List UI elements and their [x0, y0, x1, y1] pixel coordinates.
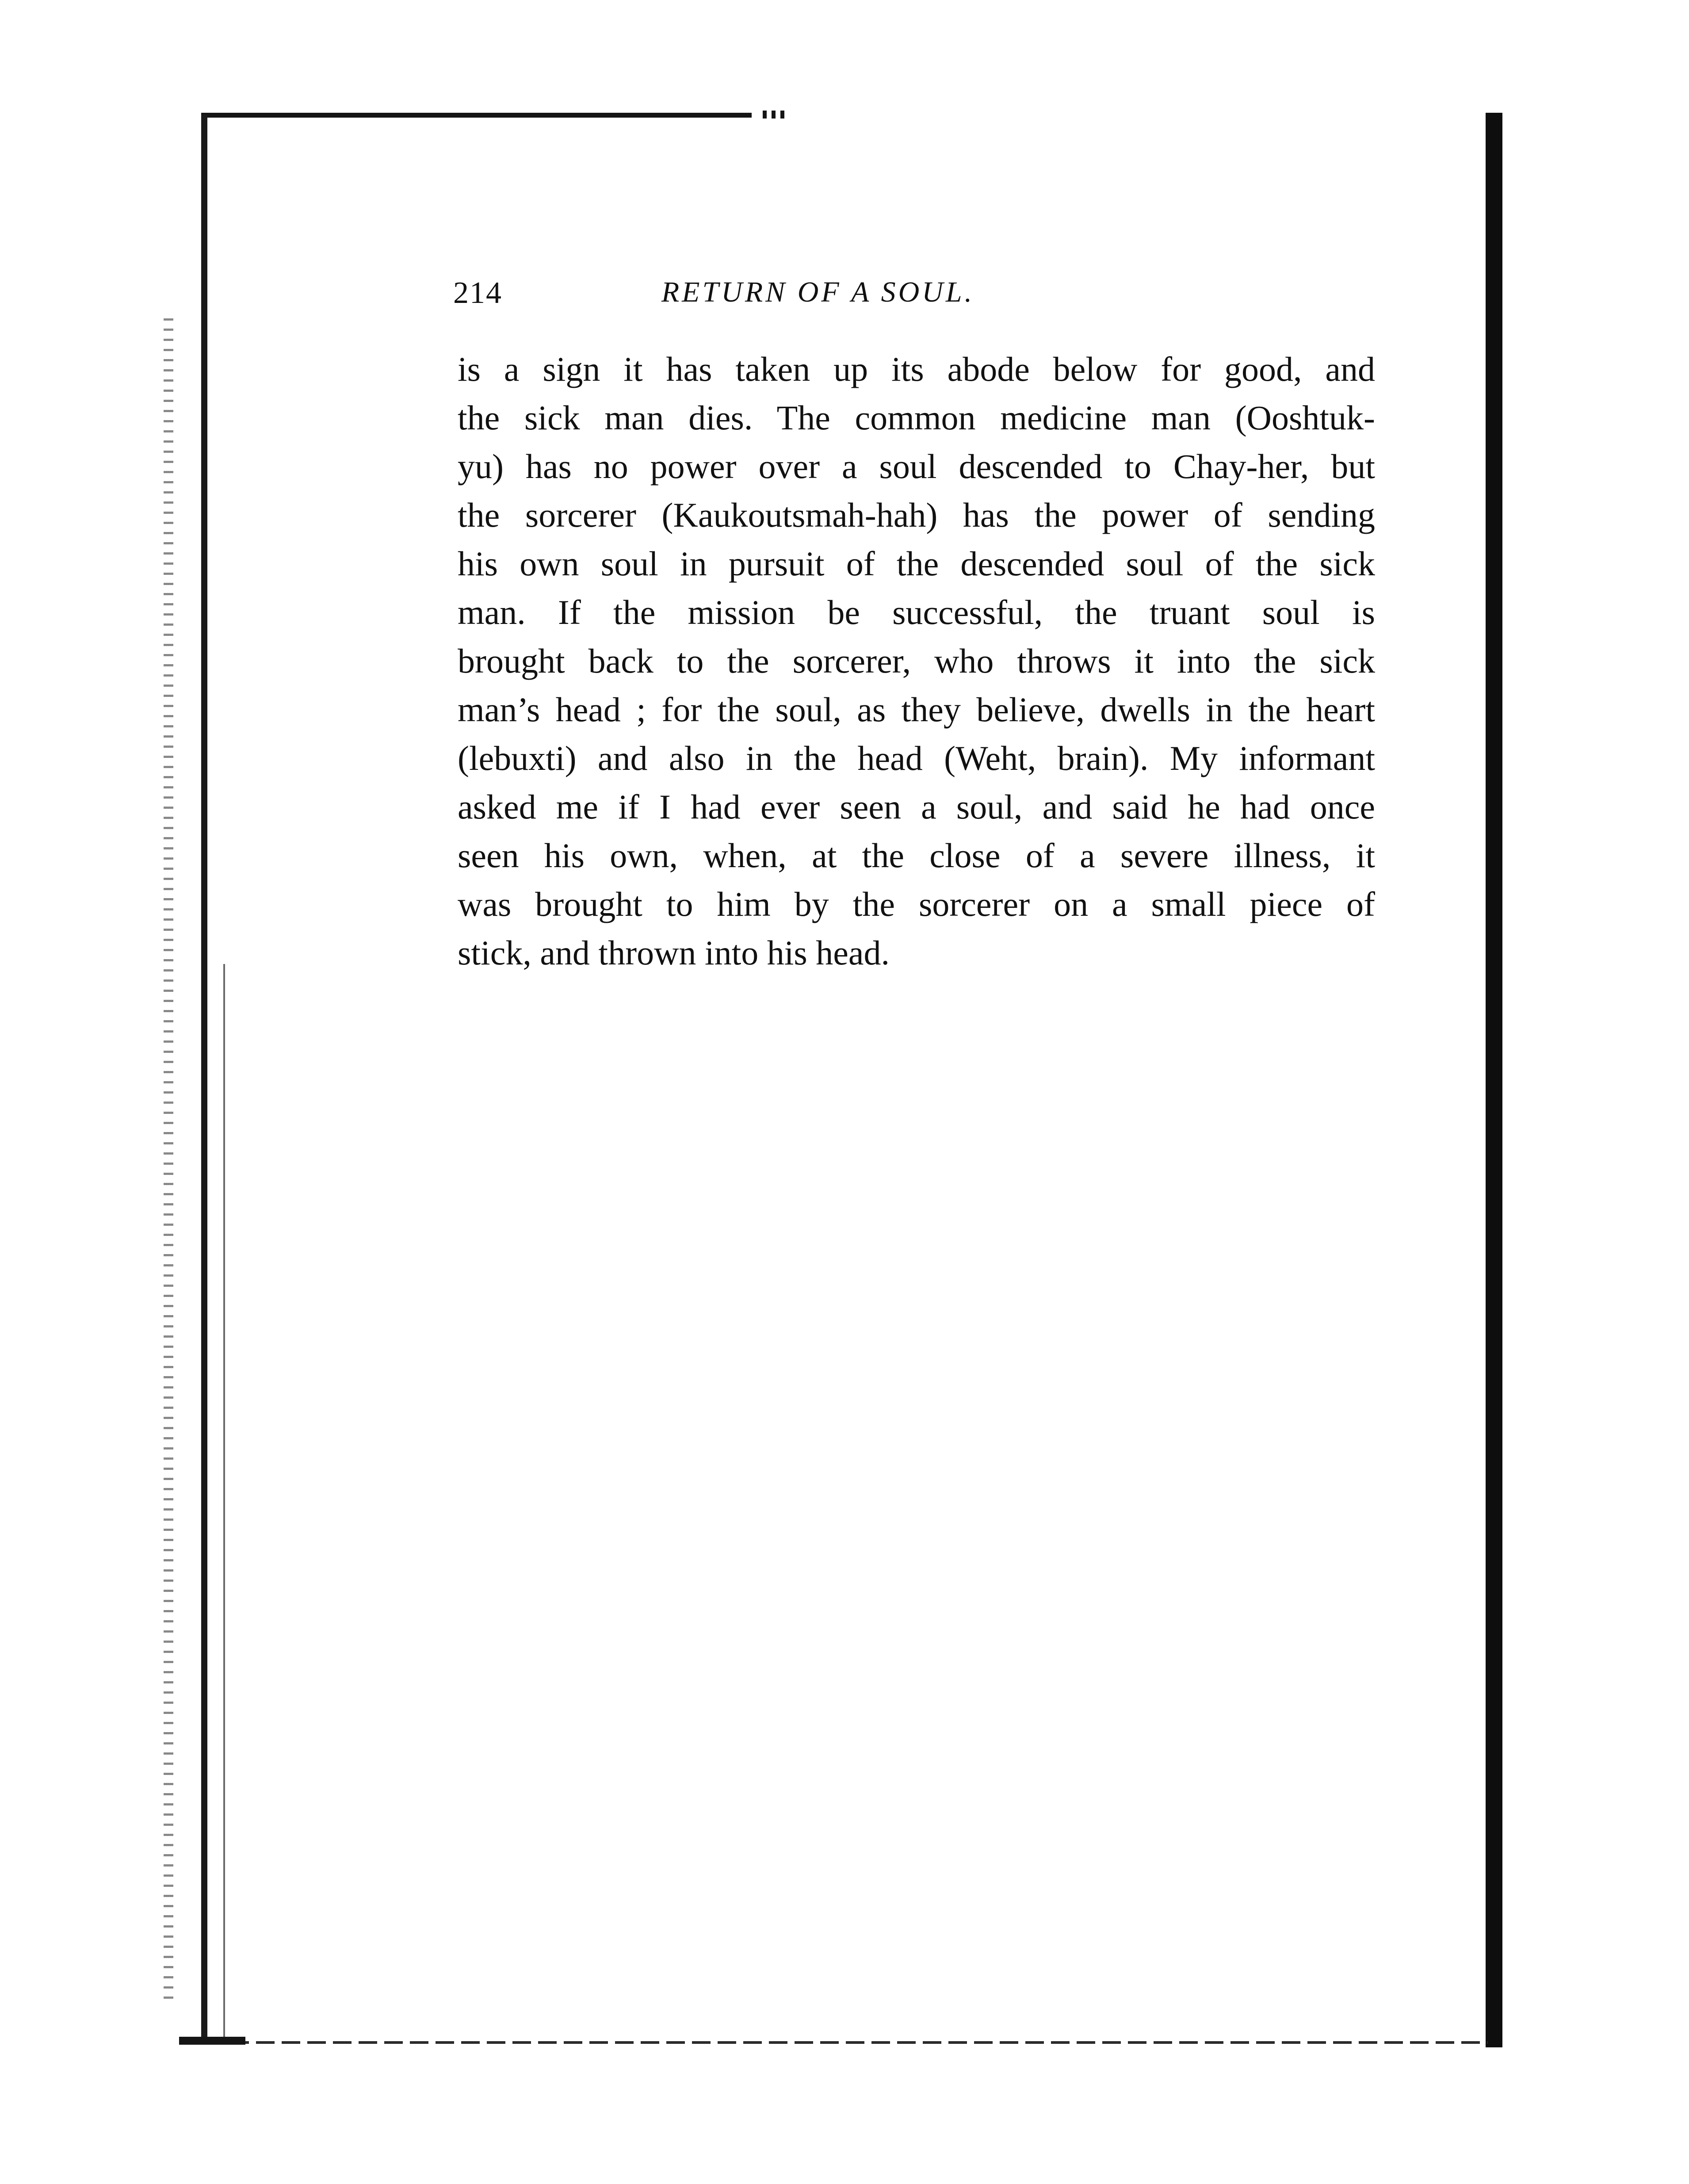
text-line: is a sign it has taken up its abode below for good, and [458, 350, 1375, 388]
text-line: man’s head ; for the soul, as they believe, dwells in the heart [458, 690, 1375, 729]
page-edge-bottom [179, 2041, 1488, 2044]
page-edge-left-inner [223, 964, 225, 2039]
page-number: 214 [453, 276, 502, 310]
page-edge-speckle [164, 318, 173, 1999]
text-line: asked me if I had ever seen a soul, and said he had once [458, 788, 1375, 826]
page-edge-right [1486, 113, 1502, 2047]
text-line: seen his own, when, at the close of a severe illness, it [458, 836, 1375, 875]
text-line: yu) has no power over a soul descended to Chay-her, but [458, 447, 1375, 486]
text-line: his own soul in pursuit of the descended soul of the sick [458, 544, 1375, 583]
text-line: the sick man dies. The common medicine man (Ooshtuk- [458, 398, 1375, 437]
body-paragraph [458, 345, 1375, 977]
text-line: the sorcerer (Kaukoutsmah-hah) has the power of sending [458, 496, 1375, 534]
text-line: (lebuxti) and also in the head (Weht, brain). My informant [458, 739, 1375, 777]
running-title: RETURN OF A SOUL. [661, 276, 975, 308]
text-line: brought back to the sorcerer, who throws it into the sick [458, 642, 1375, 680]
page-edge-mark [763, 111, 767, 119]
page-edge-corner [179, 2037, 245, 2045]
page-edge-left [201, 115, 207, 2043]
page-edge-mark [780, 111, 784, 119]
text-line: stick, and thrown into his head. [458, 933, 890, 972]
page-edge-mark [772, 111, 776, 119]
text-line: man. If the mission be successful, the truant soul is [458, 593, 1375, 631]
page-edge-top [201, 113, 752, 118]
running-head [453, 275, 1156, 315]
text-line: was brought to him by the sorcerer on a small piece of [458, 885, 1375, 923]
